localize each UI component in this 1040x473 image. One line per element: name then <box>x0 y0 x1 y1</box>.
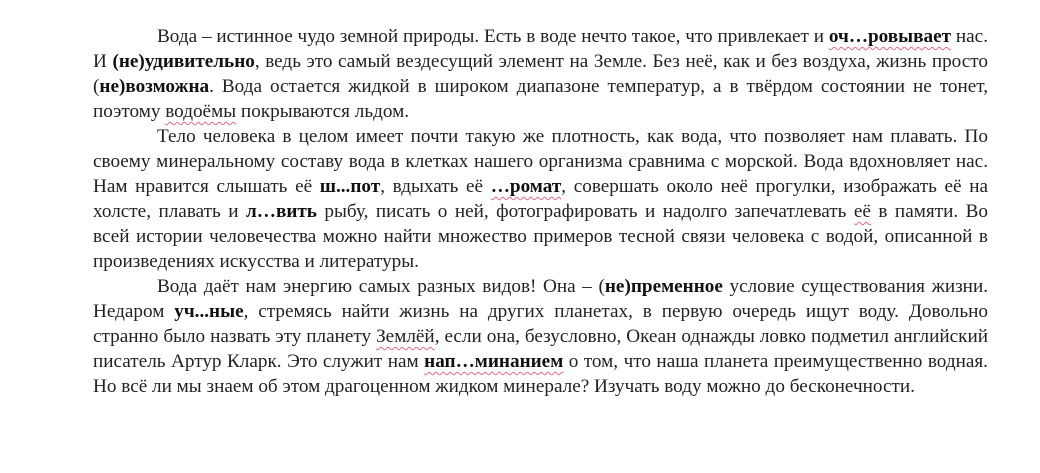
text-run: рыбу, писать о ней, фотографировать и надолго запечатлевать <box>316 201 854 222</box>
text-run: , вдыхать её <box>380 176 491 197</box>
document-body <box>93 24 988 399</box>
paragraph-2 <box>93 124 988 274</box>
text-run: нас. И <box>93 26 988 72</box>
word-blank-highlight: нап…минанием <box>424 351 564 372</box>
text-run: в памяти. Во всей истории человечества можно найти множество примеров тесной связи человека с водой, описанной в произведениях искусства и литературы. <box>93 201 989 272</box>
spellcheck-flagged-word: водоёмы <box>165 101 237 122</box>
text-run: Вода – истинное чудо земной природы. Есть в воде нечто такое, что привлекает и <box>157 26 829 47</box>
text-run: , стремясь найти жизнь на других планетах, в первую очередь ищут воду. Довольно странно было назвать эту планету <box>93 301 988 347</box>
spellcheck-flagged-word: её <box>853 201 871 222</box>
text-run: , ведь это самый вездесущий элемент на Земле. Без неё, как и без воздуха, жизнь просто ( <box>93 51 988 97</box>
paragraph-1 <box>93 24 988 124</box>
text-run: , если она, безусловно, Океан однажды ловко подметил английский писатель Артур Кларк. Это служит нам <box>93 326 989 372</box>
text-run: Тело человека в целом имеет почти такую же плотность, как вода, что позволяет нам плавать. По своему минеральному составу вода в клетках нашего организма сравнима с морской. Вода вдохновляет нас. Нам нравится слышать её <box>93 126 988 197</box>
paragraph-3 <box>93 274 988 399</box>
word-blank-highlight: оч…ровывает <box>828 26 952 47</box>
word-blank-highlight: л…вить <box>246 201 317 222</box>
word-blank-highlight: не)возможна <box>99 76 210 97</box>
word-blank-highlight: …ромат <box>490 176 562 197</box>
text-run: Вода даёт нам энергию самых разных видов! Она – ( <box>157 276 605 297</box>
word-blank-highlight: (не)удивительно <box>112 51 255 72</box>
text-run: , совершать около неё прогулки, изображать её на холсте, плавать и <box>93 176 988 222</box>
spellcheck-flagged-word: Землёй <box>376 326 435 347</box>
text-run: покрываются льдом. <box>236 101 410 122</box>
text-run: . Вода остается жидкой в широком диапазоне температур, а в твёрдом состоянии не тонет, поэтому <box>93 76 988 122</box>
text-run: о том, что наша планета преимущественно водная. Но всё ли мы знаем об этом драгоценном жидком минерале? Изучать воду можно до бесконечности. <box>93 351 988 397</box>
word-blank-highlight: уч...ные <box>174 301 244 322</box>
word-blank-highlight: ш...пот <box>319 176 381 197</box>
word-blank-highlight: не)пременное <box>604 276 723 297</box>
text-run: условие существования жизни. Недаром <box>93 276 989 322</box>
